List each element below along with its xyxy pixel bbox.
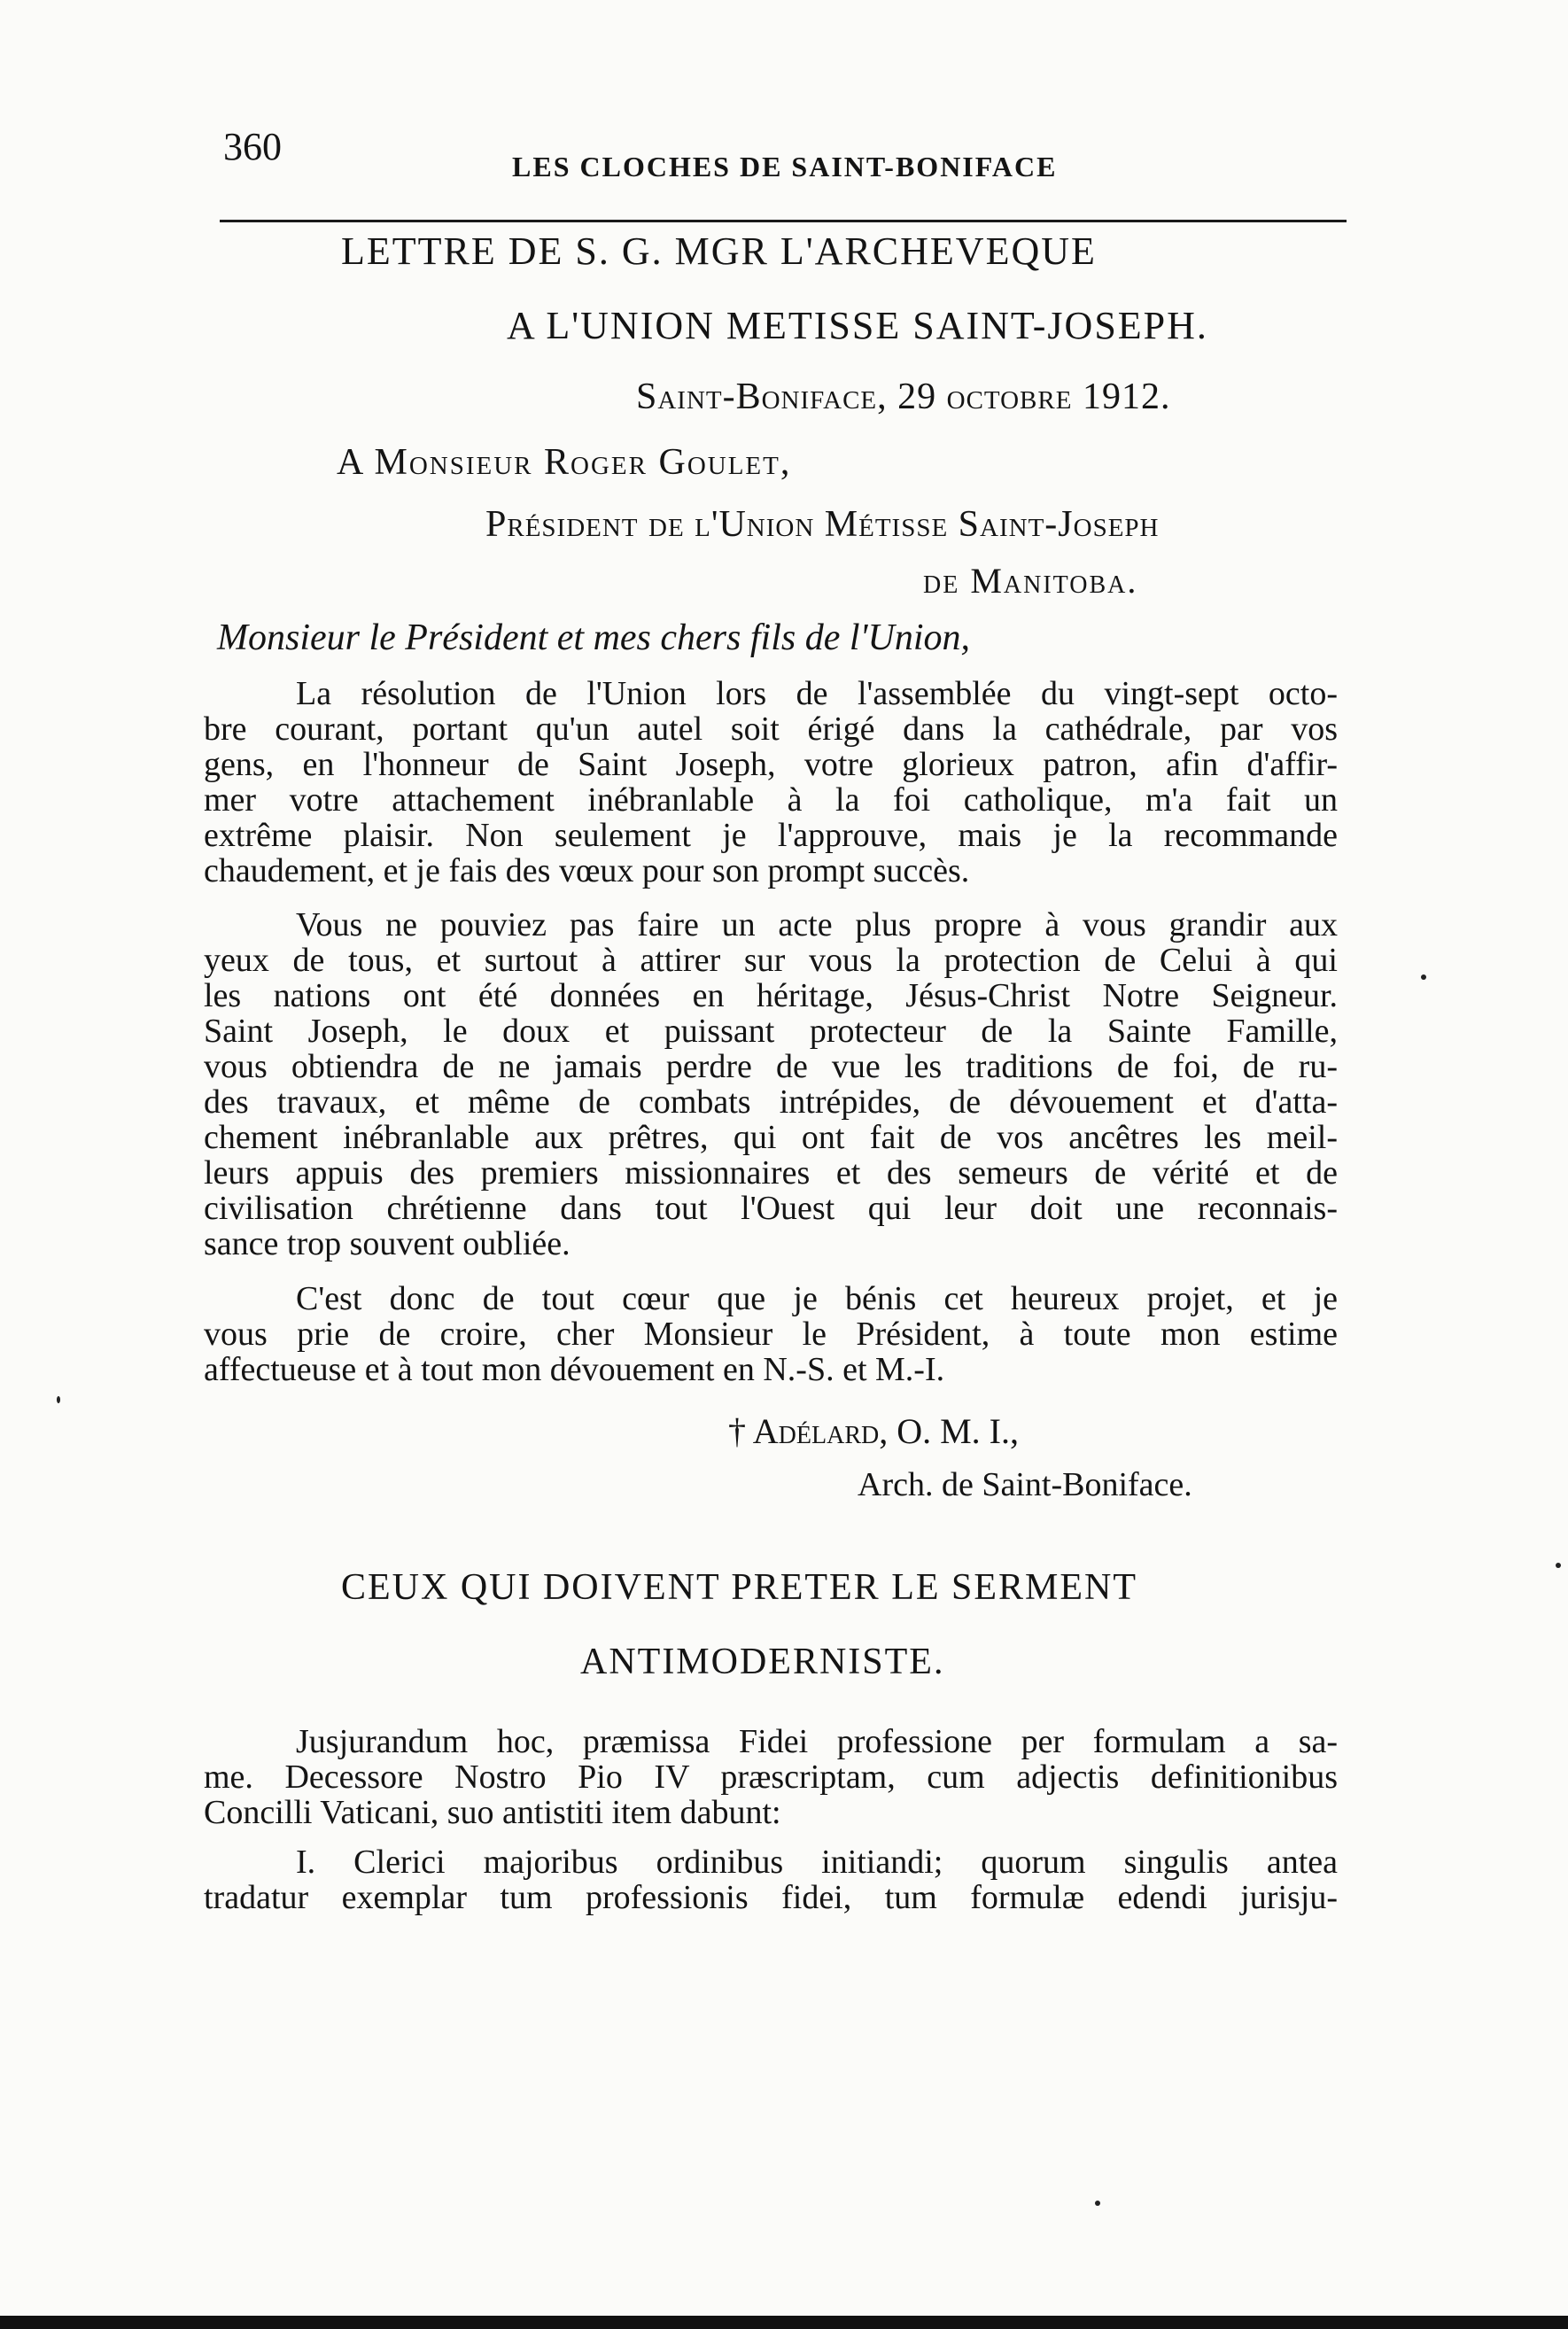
text-line: me. Decessore Nostro Pio IV præscriptam, cum adjectis definitionibus	[204, 1758, 1338, 1796]
text-line: affectueuse et à tout mon dévouement en N.-S. et M.-I.	[204, 1351, 945, 1388]
signature-title: Arch. de Saint-Boniface.	[858, 1466, 1192, 1503]
text-line: Saint Joseph, le doux et puissant protecteur de la Sainte Famille,	[204, 1013, 1338, 1050]
text-line: tradatur exemplar tum professionis fidei, tum formulæ edendi jurisju-	[204, 1879, 1338, 1916]
text-line: des travaux, et même de combats intrépides, de dévouement et d'atta-	[204, 1083, 1338, 1121]
text-line: gens, en l'honneur de Saint Joseph, votre glorieux patron, afin d'affir-	[204, 746, 1338, 783]
section-paragraph-2	[204, 1844, 1338, 1915]
letter-paragraph-3	[204, 1281, 1338, 1387]
running-title: LES CLOCHES DE SAINT-BONIFACE	[512, 151, 1058, 182]
text-line: chement inébranlable aux prêtres, qui ont fait de vos ancêtres les meil-	[204, 1119, 1338, 1156]
page-number: 360	[223, 125, 282, 168]
section-title-line1: CEUX QUI DOIVENT PRETER LE SERMENT	[341, 1567, 1138, 1608]
scan-speck	[57, 1396, 60, 1403]
text-line: mer votre attachement inébranlable à la foi catholique, m'a fait un	[204, 781, 1338, 819]
letter-dateline: Saint-Boniface, 29 octobre 1912.	[636, 377, 1171, 417]
text-line: extrême plaisir. Non seulement je l'approuve, mais je la recommande	[204, 817, 1338, 854]
scan-speck	[1421, 974, 1426, 980]
text-line: chaudement, et je fais des vœux pour son prompt succès.	[204, 852, 970, 889]
section-title-line2: ANTIMODERNISTE.	[580, 1642, 945, 1682]
letter-paragraph-2	[204, 907, 1338, 1262]
text-line: vous prie de croire, cher Monsieur le Président, à toute mon estime	[204, 1316, 1338, 1353]
text-line: civilisation chrétienne dans tout l'Ouest qui leur doit une reconnais-	[204, 1190, 1338, 1227]
letter-paragraph-1	[204, 676, 1338, 889]
address-line1: A Monsieur Roger Goulet,	[337, 442, 792, 483]
letter-salutation: Monsieur le Président et mes chers fils de l'Union,	[217, 617, 971, 658]
address-line2: Président de l'Union Métisse Saint-Joseph	[485, 504, 1160, 545]
text-line: C'est donc de tout cœur que je bénis cet heureux projet, et je	[296, 1280, 1338, 1317]
text-line: vous obtiendra de ne jamais perdre de vue les traditions de foi, de ru-	[204, 1048, 1338, 1085]
address-line3: de Manitoba.	[923, 561, 1138, 601]
text-line: Vous ne pouviez pas faire un acte plus propre à vous grandir aux	[296, 906, 1338, 943]
text-line: Jusjurandum hoc, præmissa Fidei professione per formulam a sa-	[296, 1723, 1338, 1760]
scan-speck	[1095, 2201, 1100, 2206]
text-line: sance trop souvent oubliée.	[204, 1225, 571, 1262]
text-line: leurs appuis des premiers missionnaires et des semeurs de vérité et de	[204, 1154, 1338, 1192]
scan-speck	[1556, 1563, 1561, 1568]
text-line: yeux de tous, et surtout à attirer sur vous la protection de Celui à qui	[204, 942, 1338, 979]
letter-title-line1: LETTRE DE S. G. MGR L'ARCHEVEQUE	[341, 229, 1097, 273]
text-line: les nations ont été données en héritage, Jésus-Christ Notre Seigneur.	[204, 977, 1338, 1014]
letter-title-line2: A L'UNION METISSE SAINT-JOSEPH.	[507, 304, 1208, 347]
scan-bottom-edge	[0, 2316, 1568, 2329]
header-rule	[220, 220, 1347, 222]
text-line: La résolution de l'Union lors de l'assemblée du vingt-sept octo-	[296, 675, 1338, 712]
text-line: bre courant, portant qu'un autel soit érigé dans la cathédrale, par vos	[204, 710, 1338, 748]
text-line: I. Clerici majoribus ordinibus initiandi; quorum singulis antea	[296, 1844, 1338, 1881]
text-line: Concilli Vaticani, suo antistiti item dabunt:	[204, 1794, 781, 1831]
section-paragraph-1	[204, 1724, 1338, 1830]
signature-name: † Adélard, O. M. I.,	[728, 1411, 1019, 1451]
